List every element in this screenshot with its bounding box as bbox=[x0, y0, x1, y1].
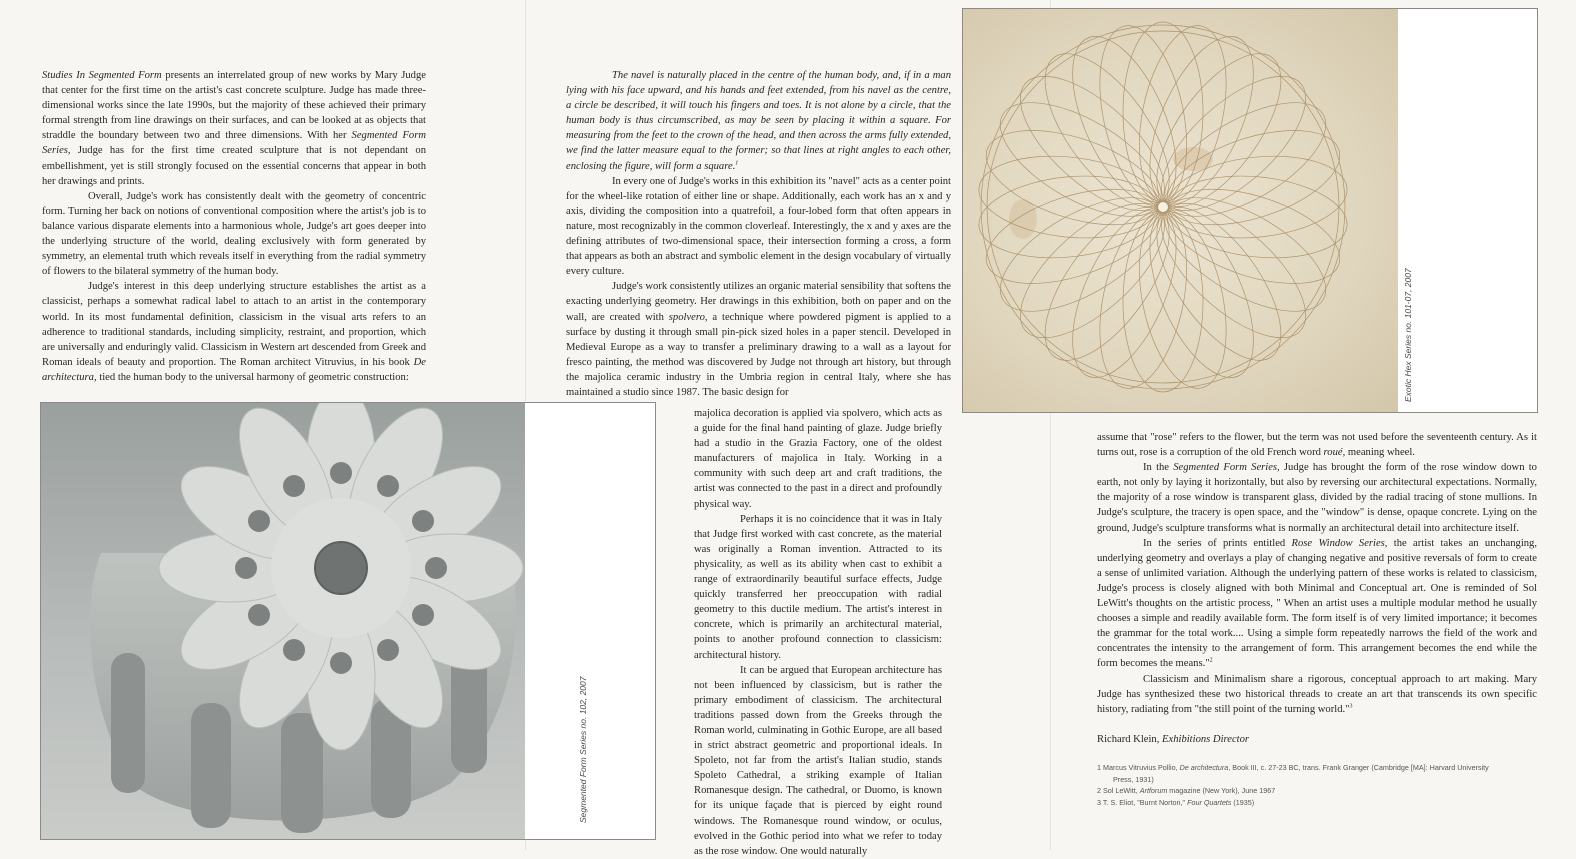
classicism-paragraph: Judge's interest in this deep underlying structure establishes the artist as a classicist, perhaps a somewhat radical label to attach to an artist in the contemporary world. In its most fundamental definition, classicism in the visual arts refers to an adherence to traditional standards, including simplicity, restraint, and proportion, which are universally and enduringly valid. Classicism in Western art descended from Greek and Roman ideals of beauty and proportion. The Roman architect Vitruvius, in his book De architectura, tied the human body to the universal harmony of geometric construction: bbox=[42, 281, 426, 383]
rose-drawing-frame bbox=[962, 8, 1538, 413]
segmented-paragraph: In the Segmented Form Series, Judge has brought the form of the rose window down to earth, not only by laying it horizontally, but also by reversing our architectural expectations. Normally, the majority of a rose window is transparent glass, divided by the radial tracing of stone mullions. In Judge's sculpture, the tracery is open space, and the "window" is dense, opaque concrete. Lying on the ground, Judge's sculpture transforms what is normally an architectural detail into architecture itself. bbox=[1097, 462, 1537, 534]
final-paragraph: Classicism and Minimalism share a rigorous, conceptual approach to art making. Mary Judge has synthesized these two historical threads to create an art that transcends its own specific history, radiating from "the still point of the turning world."$^3$ bbox=[1097, 673, 1537, 715]
majolica-paragraph: majolica decoration is applied via spolvero, which acts as a guide for the final hand painting of glaze. Judge briefly had a studio in the Grazia Factory, one of the oldest manufacturers of majolica in Italy. Working in a community with such deep art and craft traditions, the artist was connected to the past in a direct and profoundly physical way. bbox=[694, 408, 942, 510]
material-paragraph: Judge's work consistently utilizes an organic material sensibility that softens the exacting underlying geometry. Her drawings in this exhibition, both on paper and on the wall, are created with spolvero, a technique where powdered pigment is applied to a surface by dusting it through small pin-pick sized holes in a paper stencil. Developed in Medieval Europe as a way to transfer a preliminary drawing to a wall as a layout for fresco painting, the method was discovered by Judge not through art history, but through the majolica ceramic industry in the Umbria region in central Italy, where she has maintained a studio since 1987. The basic design for bbox=[566, 281, 951, 398]
rose-drawing-photo bbox=[963, 9, 1398, 412]
architecture-paragraph: It can be argued that European architecture has not been influenced by classicism, but is rather the primary embodiment of classicism. The architectural traditions passed down from the Greeks through the Roman world, culminating in Gothic Europe, are all based in strict abstract geometric and proportional ideals. In Spoleto, not far from the artist's Italian studio, stands Spoleto Cathedral, a striking example of Italian Romanesque design. The cathedral, or Duomo, is known for its unique façade that is pierced by eight round windows. The Romanesque round window, or oculus, evolved in the Gothic period into what we refer to today as the rose window. One would naturally bbox=[694, 664, 942, 857]
panel2-narrow-text bbox=[694, 406, 942, 859]
sculpture-caption: Segmented Form Series no. 102, 2007 bbox=[578, 676, 588, 823]
footnote-1: 1 Marcus Vitruvius Pollio, De architectura, Book III, c. 27-23 BC, trans. Frank Granger (Cambridge [MA]: Harvard University bbox=[1097, 763, 1489, 772]
italy-paragraph: Perhaps it is no coincidence that it was in Italy that Judge first worked with cast concrete, as the material was originally a Roman invention. Attracted to its physicality, as well as its ability when cast to exhibit a range of extraordinarily beautiful surface effects, Judge quickly transferred her preoccupation with radial geometry to this ductile medium. The artist's interest in concrete, which is primarily an architectural material, points to another profound connection to classicism: architectural history. bbox=[694, 513, 942, 661]
prints-paragraph: In the series of prints entitled Rose Window Series, the artist takes an unchanging, underlying geometry and overlays a play of changing negative and positive reversals of form to create a sense of unlimited variation. Although the underlying pattern of these works is related to classicism, Judge's process is closely aligned with both Minimal and Conceptual art. One is reminded of Sol LeWitt's thoughts on the artistic process, " When an artist uses a multiple modular method he usually chooses a simple and readily available form. The form itself is of very limited importance; it becomes the grammar for the total work.... Using a simple form repeatedly narrows the field of the work and concentrates the intensity to the arrangement of form. This arrangement becomes the end while the form becomes the means."$^2$ bbox=[1097, 537, 1537, 670]
spirograph-drawing-image bbox=[963, 9, 1398, 412]
geometry-paragraph: Overall, Judge's work has consistently dealt with the geometry of concentric form. Turning her back on notions of conventional composition where the artist's job is to balance various disparate elements into a harmonious whole, Judge's art goes deeper into the underlying structure of the world, dealing exclusively with form generated by symmetry, an elemental truth which reveals itself in everything from the radial symmetry of flowers to the bilateral symmetry of the human body. bbox=[42, 190, 426, 278]
sculpture-photo bbox=[41, 403, 525, 839]
footnote-3: 3 T. S. Eliot, "Burnt Norton," Four Quartets (1935) bbox=[1097, 797, 1255, 807]
rose-paragraph: assume that "rose" refers to the flower, but the term was not used before the seventeenth century. As it turns out, rose is a corruption of the old French word roué, meaning wheel. bbox=[1097, 432, 1537, 459]
rose-drawing-caption: Exotic Hex Series no. 101-07, 2007 bbox=[1403, 268, 1413, 402]
panel3-text bbox=[1097, 430, 1537, 717]
panel1-text bbox=[42, 68, 426, 385]
intro-paragraph: Studies In Segmented Form presents an interrelated group of new works by Mary Judge that center for the first time on the artist's cast concrete sculpture. Judge has made three-dimensional works since the late 1990s, but the majority of these achieved their primary formal strength from line drawings on their surfaces, and can be looked at as objects that straddle the boundary between two and three dimensions. With her Segmented Form Series, Judge has for the first time created sculpture that is not dependant on embellishment, yet is still strongly focused on the essential concerns that appear in both her drawings and prints. bbox=[42, 70, 426, 187]
footnote-2: 2 Sol LeWitt, Artforum magazine (New York), June 1967 bbox=[1097, 786, 1276, 795]
author-signature: Richard Klein, Exhibitions Director bbox=[1097, 734, 1250, 745]
navel-paragraph: In every one of Judge's works in this exhibition its "navel" acts as a center point for the wheel-like rotation of either line or shape. Additionally, each work has an x and y axis, dividing the composition into a quatrefoil, a four-lobed form that often appears in nature, most recognizably in the common cloverleaf. Interestingly, the x and y axes are the defining attributes of two-dimensional space, their intersection forming a cross, a form that appears as both an abstract and symbolic element in the design vocabulary of virtually every culture. bbox=[566, 175, 951, 278]
footnote-1-continued: Press, 1931) bbox=[1113, 774, 1154, 784]
panel2-text bbox=[566, 68, 951, 400]
footnotes bbox=[1097, 762, 1537, 808]
concrete-sculpture-image bbox=[41, 403, 525, 839]
vitruvius-quote: The navel is naturally placed in the centre of the human body, and, if in a man lying with his face upward, and his hands and feet extended, from his navel as the centre, a circle be described, it will touch his fingers and toes. It is not alone by a circle, that the human body is thus circumscribed, as may be seen by placing it within a square. For measuring from the feet to the crown of the head, and then across the arms fully extended, we find the latter measure equal to the former; so that lines at right angles to each other, enclosing the figure, will form a square.$^1$ bbox=[566, 70, 951, 172]
sculpture-photo-frame bbox=[40, 402, 656, 840]
